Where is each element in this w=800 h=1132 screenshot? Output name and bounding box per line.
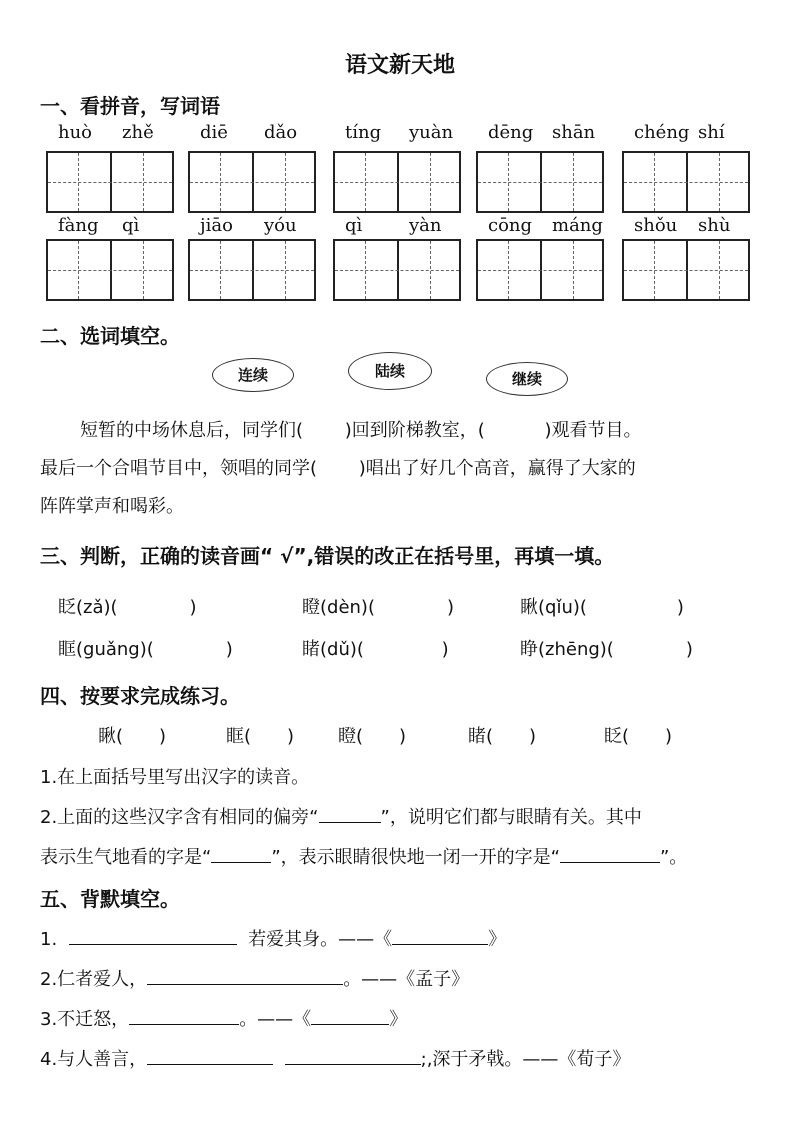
section-2-heading: 二、选词填空。 <box>40 324 180 348</box>
answer-blank[interactable] <box>129 1008 239 1025</box>
section-4-heading: 四、按要求完成练习。 <box>40 684 240 708</box>
pinyin-label: shù <box>698 215 731 236</box>
writing-grid[interactable] <box>188 151 316 213</box>
fill-paragraph-line-2: 最后一个合唱节目中，领唱的同学( )唱出了好几个高音，赢得了大家的 <box>40 458 636 479</box>
char-blank-2: 眶( ) <box>226 726 295 747</box>
recite-line-2: 2.仁者爱人， 。——《孟子》 <box>40 969 470 990</box>
pinyin-label: yuàn <box>409 122 454 143</box>
section-5-heading: 五、背默填空。 <box>40 887 180 911</box>
pinyin-label: shān <box>552 122 596 143</box>
writing-grid[interactable] <box>622 239 750 301</box>
pinyin-label: zhě <box>122 122 154 143</box>
pinyin-label: dǎo <box>264 122 298 143</box>
word-option-luxu: 陆续 <box>348 352 432 390</box>
judge-item-5: 睹(dǔ)( ) <box>302 639 449 660</box>
writing-grid[interactable] <box>333 239 461 301</box>
answer-blank[interactable] <box>560 846 660 863</box>
answer-blank[interactable] <box>285 1048 421 1065</box>
pinyin-label: huò <box>58 122 93 143</box>
word-option-jixu: 继续 <box>486 362 568 396</box>
pinyin-label: fàng <box>58 215 99 236</box>
writing-grid[interactable] <box>622 151 750 213</box>
section-1-heading: 一、看拼音，写词语 <box>40 94 220 118</box>
fill-paragraph-line-3: 阵阵掌声和喝彩。 <box>40 496 184 517</box>
answer-blank[interactable] <box>392 928 488 945</box>
answer-blank[interactable] <box>147 968 343 985</box>
writing-grid[interactable] <box>46 239 174 301</box>
answer-blank[interactable] <box>319 806 381 823</box>
judge-item-6: 睁(zhēng)( ) <box>520 639 693 660</box>
char-blank-3: 瞪( ) <box>338 726 407 747</box>
pinyin-label: cōng <box>488 215 533 236</box>
writing-grid[interactable] <box>188 239 316 301</box>
judge-item-3: 瞅(qǐu)( ) <box>520 597 684 618</box>
judge-item-1: 眨(zǎ)( ) <box>58 597 197 618</box>
pinyin-label: diē <box>200 122 228 143</box>
recite-line-4: 4.与人善言， ;,深于矛戟。——《荀子》 <box>40 1049 631 1070</box>
fill-paragraph-line-1: 短暂的中场休息后，同学们( )回到阶梯教室，( )观看节目。 <box>80 420 642 441</box>
pinyin-label: dēng <box>488 122 534 143</box>
pinyin-label: yóu <box>264 215 297 236</box>
pinyin-label: chéng <box>634 122 690 143</box>
question-1: 1.在上面括号里写出汉字的读音。 <box>40 767 310 788</box>
page-title: 语文新天地 <box>344 53 455 78</box>
char-blank-4: 睹( ) <box>468 726 537 747</box>
recite-line-1: 1. 若爱其身。——《 》 <box>40 929 507 950</box>
question-2: 2.上面的这些汉字含有相同的偏旁“ ”，说明它们都与眼睛有关。其中 <box>40 807 642 828</box>
answer-blank[interactable] <box>211 846 271 863</box>
pinyin-label: shí <box>698 122 725 143</box>
char-blank-1: 瞅( ) <box>98 726 167 747</box>
answer-blank[interactable] <box>311 1008 389 1025</box>
pinyin-label: shǒu <box>634 215 678 236</box>
section-3-heading: 三、判断，正确的读音画“ √”,错误的改正在括号里，再填一填。 <box>40 544 615 568</box>
pinyin-label: máng <box>552 215 603 236</box>
writing-grid[interactable] <box>476 239 604 301</box>
pinyin-label: jiāo <box>200 215 233 236</box>
word-option-lianxu: 连续 <box>212 358 294 392</box>
judge-item-2: 瞪(dèn)( ) <box>302 597 454 618</box>
char-blank-5: 眨( ) <box>604 726 673 747</box>
question-3: 表示生气地看的字是“ ”，表示眼睛很快地一闭一开的字是“ ”。 <box>40 847 688 868</box>
pinyin-label: tíng <box>345 122 382 143</box>
pinyin-label: qì <box>345 215 363 236</box>
writing-grid[interactable] <box>46 151 174 213</box>
writing-grid[interactable] <box>333 151 461 213</box>
answer-blank[interactable] <box>69 928 237 945</box>
recite-line-3: 3.不迁怒， 。——《 》 <box>40 1009 408 1030</box>
pinyin-label: yàn <box>409 215 442 236</box>
answer-blank[interactable] <box>147 1048 273 1065</box>
pinyin-label: qì <box>122 215 140 236</box>
judge-item-4: 眶(guǎng)( ) <box>58 639 233 660</box>
writing-grid[interactable] <box>476 151 604 213</box>
